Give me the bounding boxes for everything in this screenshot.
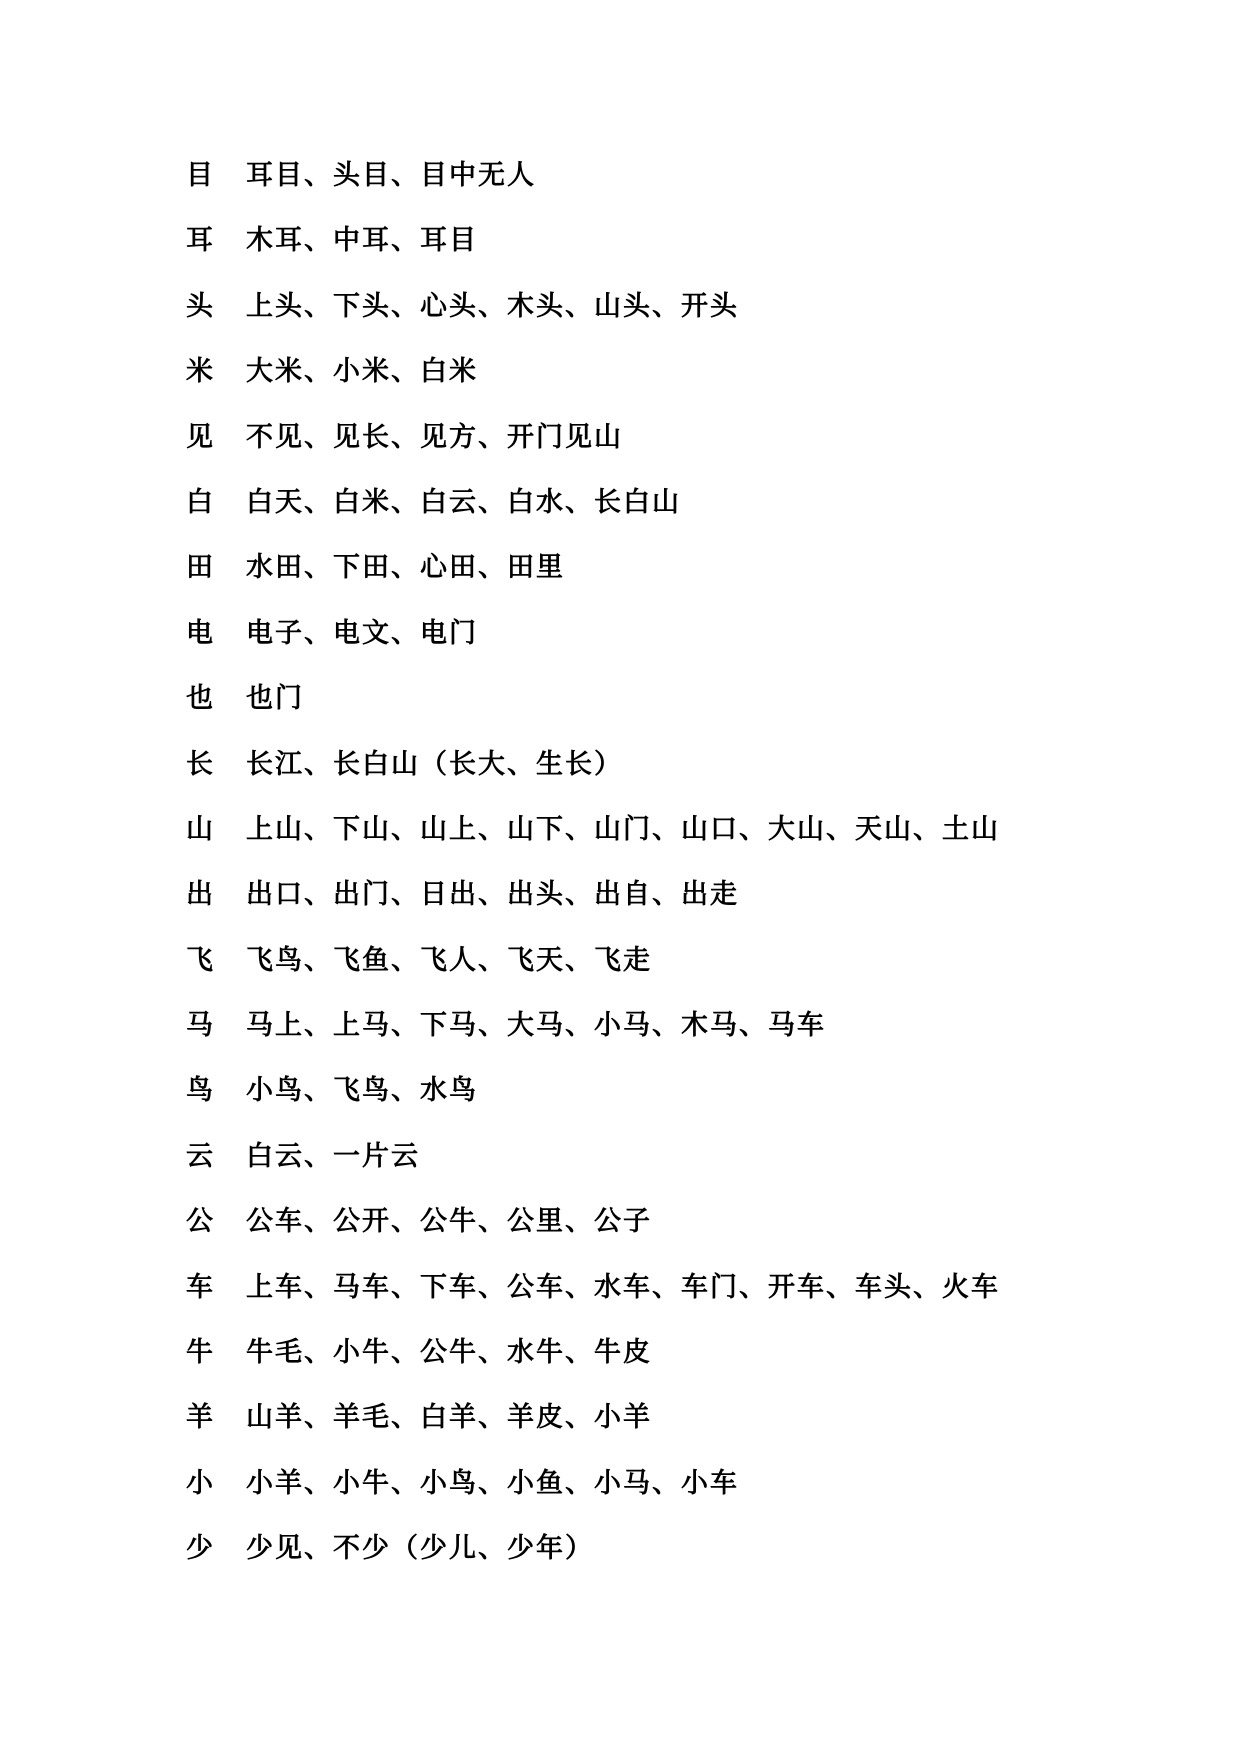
list-item [186, 354, 1000, 419]
entry-words: 白天、白米、白云、白水、长白山 [246, 486, 681, 518]
entry-character: 白 [186, 486, 213, 518]
list-item [186, 681, 1000, 746]
list-item [186, 943, 1000, 1008]
entry-words: 也门 [246, 683, 304, 715]
list-item [186, 485, 1000, 550]
list-item [186, 747, 1000, 812]
entry-words: 水田、下田、心田、田里 [246, 552, 565, 584]
list-item [186, 1270, 1000, 1335]
entry-character: 米 [186, 356, 213, 388]
entry-words: 长江、长白山（长大、生长） [246, 748, 623, 780]
entry-words: 木耳、中耳、耳目 [246, 225, 478, 257]
entry-character: 云 [186, 1140, 213, 1172]
list-item [186, 1335, 1000, 1400]
entry-character: 也 [186, 683, 213, 715]
list-item [186, 1400, 1000, 1465]
list-item [186, 550, 1000, 615]
entry-words: 不见、见长、见方、开门见山 [246, 421, 623, 453]
entry-character: 目 [186, 160, 213, 191]
entry-character: 小 [186, 1467, 213, 1499]
entry-character: 出 [186, 879, 213, 911]
entry-words: 白云、一片云 [246, 1140, 420, 1172]
entry-words: 飞鸟、飞鱼、飞人、飞天、飞走 [246, 944, 652, 976]
vocabulary-list [186, 158, 1000, 1597]
entry-words: 上头、下头、心头、木头、山头、开头 [246, 290, 739, 322]
entry-character: 头 [186, 290, 213, 322]
entry-words: 上车、马车、下车、公车、水车、车门、开车、车头、火车 [246, 1271, 1000, 1303]
list-item [186, 1139, 1000, 1204]
list-item [186, 1531, 1000, 1596]
list-item [186, 289, 1000, 354]
entry-words: 大米、小米、白米 [246, 356, 478, 388]
list-item [186, 616, 1000, 681]
entry-words: 电子、电文、电门 [246, 617, 478, 649]
list-item [186, 1466, 1000, 1531]
entry-character: 飞 [186, 944, 213, 976]
list-item [186, 158, 1000, 223]
entry-words: 马上、上马、下马、大马、小马、木马、马车 [246, 1010, 826, 1042]
entry-words: 少见、不少（少儿、少年） [246, 1533, 594, 1565]
entry-words: 小鸟、飞鸟、水鸟 [246, 1075, 478, 1107]
entry-character: 羊 [186, 1402, 213, 1434]
entry-character: 见 [186, 421, 213, 453]
entry-character: 田 [186, 552, 213, 584]
entry-character: 长 [186, 748, 213, 780]
entry-words: 上山、下山、山上、山下、山门、山口、大山、天山、土山 [246, 813, 1000, 845]
entry-character: 鸟 [186, 1075, 213, 1107]
entry-character: 牛 [186, 1337, 213, 1369]
entry-words: 牛毛、小牛、公牛、水牛、牛皮 [246, 1337, 652, 1369]
entry-character: 电 [186, 617, 213, 649]
entry-words: 出口、出门、日出、出头、出自、出走 [246, 879, 739, 911]
list-item [186, 1204, 1000, 1269]
entry-character: 耳 [186, 225, 213, 257]
entry-words: 小羊、小牛、小鸟、小鱼、小马、小车 [246, 1467, 739, 1499]
entry-words: 公车、公开、公牛、公里、公子 [246, 1206, 652, 1238]
list-item [186, 1073, 1000, 1138]
entry-character: 公 [186, 1206, 213, 1238]
entry-character: 山 [186, 813, 213, 845]
list-item [186, 877, 1000, 942]
list-item [186, 420, 1000, 485]
list-item [186, 223, 1000, 288]
entry-words: 耳目、头目、目中无人 [246, 160, 536, 191]
entry-words: 山羊、羊毛、白羊、羊皮、小羊 [246, 1402, 652, 1434]
entry-character: 少 [186, 1533, 213, 1565]
entry-character: 车 [186, 1271, 213, 1303]
list-item [186, 1008, 1000, 1073]
entry-character: 马 [186, 1010, 213, 1042]
list-item [186, 812, 1000, 877]
